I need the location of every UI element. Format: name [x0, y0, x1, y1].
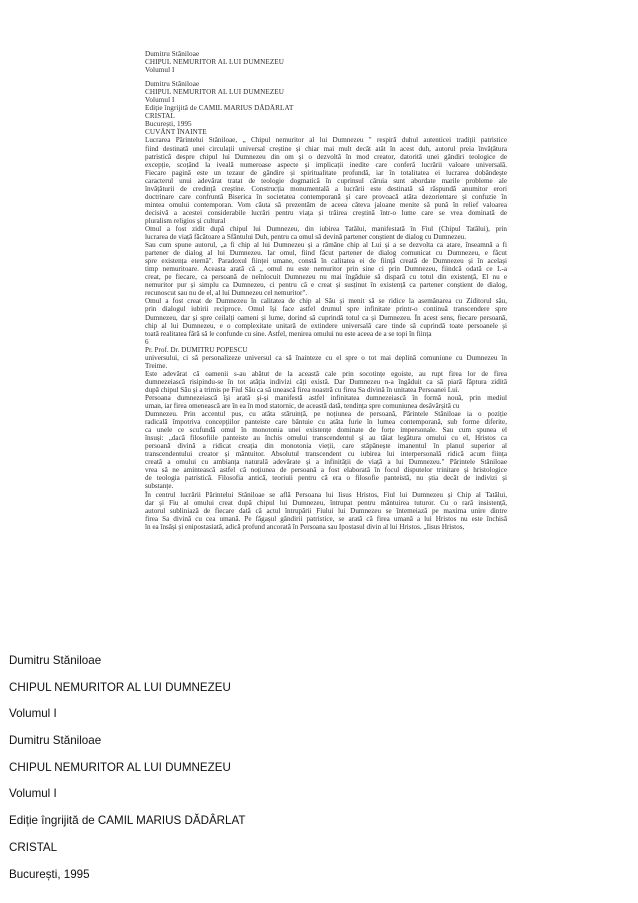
scan-body-line: timp nemuritoare. Aceasta arată că „ omul nu este nemuritor prin sine ci prin Dumnezeu, fiindcă odată ce L-a [145, 265, 507, 274]
scan-header-line: CUVÂNT ÎNAINTE [145, 128, 207, 137]
scan-body-line: după chipul Său și a trimis pe Fiul Său ca să unească firea noastră cu firea Sa divină în unitatea Persoanei Lui. [145, 385, 460, 394]
ocr-text-block [9, 648, 629, 888]
scan-body-line: Omul a fost zidit după chipul lui Dumnezeu, din iubirea Tatălui, manifestată în Fiul (Chipul Tatălui), prin [145, 224, 507, 233]
scan-body-line: partener de dialog al lui Dumnezeu. Iar omul, fiind făcut partener de dialog comunicat cu Dumnezeu, e făcut [145, 249, 507, 258]
scan-page-number: 6 [145, 337, 149, 346]
scan-body-line: dar și Fiu al omului creat după chipul lui Dumnezeu, întrupat pentru mântuirea tuturor. Cu o rară insistență, [145, 498, 507, 507]
scan-body-line: doctrinare care confruntă Biserica în societatea contemporană și care provoacă atâta dezorientare și confuzie în [145, 192, 507, 201]
scan-signature: Pr. Prof. Dr. DUMITRU POPESCU [145, 345, 248, 354]
scan-body-line: universului, ci să personalizeze universul ca să înainteze cu el spre o tot mai deplină comuniune cu Dumnezeu în [145, 353, 507, 362]
scan-header-block-1 [145, 50, 507, 74]
scan-header-line: CHIPUL NEMURITOR AL LUI DUMNEZEU [145, 88, 284, 97]
scan-body-line: toată realitatea fără să le confunde cu sine. Astfel, menirea omului nu este aceea de a se topi în ființa [145, 329, 432, 338]
scan-body-line: creat, pe fiecare, ca persoană de neînlocuit Dumnezeu nu mai îngăduie să dispară cu totul din existență, El nu e [145, 273, 507, 282]
ocr-line: Volumul I [9, 707, 57, 721]
scan-header-line: Dumitru Stăniloae [145, 50, 200, 58]
scan-body-line: patristică despre chipul lui Dumnezeu din om și o dezvoltă în mod creator, datorită unei gândiri teologice de [145, 152, 507, 161]
scan-body-line: caracterul unui adevărat tratat de teologie dogmatică în cuprinsul căruia sunt abordate marile probleme ale [145, 176, 507, 185]
scan-body-line: recunoscut sau nu de el, al lui Dumnezeu cel nemuritor". [145, 289, 308, 298]
scan-header-line: CRISTAL [145, 112, 175, 121]
scan-body-line: firea Sa divină cu cea umană. Pe făgașul gândirii patristice, se arată că firea umană a lui Hristos nu este închisă [145, 514, 507, 523]
scan-body-line: Dumnezeu, dar și spre ceilalți oameni și lume, dorind să cuprindă totul ca și Dumnezeu. În acest sens, fiecare persoană, [145, 313, 507, 322]
scan-body-line: în ea însăși și enipostasiată, adică profund ancorată în Persoana sau Ipostasul divin al lui Hristos. „Iisus Hristos, [145, 522, 465, 531]
scan-body-line: însuși: „dacă filosofiile panteiste au închis omului transcendentul și au tăiat legătura omului cu el, Hristos ca [145, 434, 507, 443]
scan-body-line: excepție, scoțând la iveală numeroase aspecte și implicații inedite care conferă lucrării valoare universală. [145, 160, 507, 169]
scan-body-part-1 [145, 136, 507, 337]
scan-header-line: Ediție îngrijită de CAMIL MARIUS DĂDÂRLAT [145, 104, 294, 113]
ocr-line: București, 1995 [9, 867, 90, 881]
scanned-page-image [145, 50, 507, 640]
scan-body-line: mintea omului contemporan. Vom căuta să prezentăm de aceea câteva jaloane menite să pună în relief valoarea [145, 200, 507, 209]
scan-body-line: fiind destinată unei circulații universal creștine și chiar mai mult decât atât în acest duh, autorul preia învățătura [145, 144, 507, 153]
scan-body-line: Omul a fost creat de Dumnezeu în calitatea de chip al Său și menit să se ridice la asemănarea cu Ziditorul său, [145, 297, 507, 306]
scan-body-line: substanțe. [145, 482, 174, 491]
ocr-line: CHIPUL NEMURITOR AL LUI DUMNEZEU [9, 680, 231, 694]
scan-body-line: dumnezeiască risipindu-se în tot atâția indivizi câți există. Dar Dumnezeu n-a îngăduit ca să piară făptura zidită [145, 377, 507, 386]
scan-body-line: creată a omului cu ambianța naturală adevărate și a infinității de viață a lui Dumnezeu." Părintele Stăniloae [145, 458, 507, 467]
scan-body-line: de teologia patristică. Filosofia antică, teoriuii pentru că era o filosofie panteistă, nu știa decât de indivizi și [145, 474, 507, 483]
ocr-line: Dumitru Stăniloae [9, 654, 102, 667]
ocr-line: CHIPUL NEMURITOR AL LUI DUMNEZEU [9, 760, 231, 774]
scan-body-line: Dumnezeu. Prin accentul pus, cu atâta stăruință, pe noțiunea de persoană, Părintele Stăniloae ia o poziție [145, 410, 507, 419]
scan-body-line: chip al lui Dumnezeu, e o complexitate unitară de extindere universală care tinde să cuprindă toate persoanele și [145, 321, 507, 330]
ocr-line: CRISTAL [9, 840, 58, 854]
scan-body-line: decisivă a acestei considerabile lucrări pentru viața și trăirea creștină într-o lume care se vrea dominată de [145, 208, 507, 217]
scan-body-line: autorul subliniază de fiecare dată că actul întrupării Fiului lui Dumnezeu se întemeiază pe maxima unire dintre [145, 506, 507, 515]
ocr-line: Volumul I [9, 787, 57, 801]
scan-body-line: lucrarea de viață făcătoare a Sfântului Duh, pentru ca omul să devină partener conștient de dialog cu Dumnezeu. [145, 233, 466, 242]
scan-body-line: Persoana dumnezeiască își arată și-și manifestă astfel infinitatea dumnezeiască în formă nouă, prin mediul [145, 393, 507, 402]
scan-body-line: vrea să ne amintească astfel că noțiunea de persoană a fost elaborată în focul disputelor trinitare și hristologice [145, 466, 507, 475]
scan-body-line: pluralism religios și cultural [145, 216, 226, 225]
scan-header-line: Volumul I [145, 66, 175, 75]
scan-body-line: În centrul lucrării Părintelui Stăniloae se află Persoana lui Iisus Hristos, Fiul lui Dumnezeu și Chip al Tatălui, [145, 490, 507, 499]
scan-header-line: Volumul I [145, 96, 175, 105]
scan-header-line: CHIPUL NEMURITOR AL LUI DUMNEZEU [145, 58, 284, 67]
scan-body-line: spre existența eternă". Paradoxul ființei umane, constă în calitatea ei de ființă creată de Dumnezeu și în același [145, 257, 507, 266]
scan-body-line: nemuritor pur și simplu ca Dumnezeu, ci pentru că e creat și susținut în existență ca partener conștient de dialog, [145, 281, 507, 290]
scan-body-line: transcendentului creator și mântuitor. Absolutul transcendent cu iubirea lui interpersonală ridică acum ființa [145, 450, 507, 459]
scan-header-block-2 [145, 80, 507, 136]
scan-body-line: Este adevărat că oamenii s-au abătut de la această cale prin socotințe egoiste, au rupt firea lor de firea [145, 369, 507, 378]
scan-body-part-2 [145, 354, 507, 531]
scan-body-line: Sau cum spune autorul, „a fi chip al lui Dumnezeu și a rămâne chip al Lui și a se dezvolta ca atare, înseamnă a fi [145, 241, 507, 250]
scan-body-line: uman, iar firea omenească are în ea în mod statornic, de această dată, tendința spre comuniunea desăvârșită cu [145, 402, 460, 411]
scan-body-line: Fiecare pagină este un tezaur de gândire și spiritualitate profundă, iar în totalitatea ei lucrarea dobândește [145, 168, 507, 177]
scan-body-line: prin dialogul iubirii reciproce. Omul își face astfel drumul spre infinitate printr-o continuă transcendere spre [145, 305, 507, 314]
scan-body-line: persoană divină a ridicat creația din monotonia vieții, care stăpânește imanentul în planul superior al [145, 442, 507, 451]
scan-header-line: Dumitru Stăniloae [145, 80, 200, 89]
scan-body-line: ca unele ce scufundă omul în monotonia unei existențe dominate de forțe impersonale. Sau cum spunea el [145, 426, 507, 435]
ocr-line: Ediție îngrijită de CAMIL MARIUS DĂDÂRLAT [9, 814, 246, 828]
scan-body-line: radicală împotriva concepțiilor panteiste care bântuie cu atâta furie în lumea contemporană, sub forme diferite, [145, 418, 507, 427]
scan-body-line: Treime. [145, 361, 168, 370]
ocr-line: Dumitru Stăniloae [9, 734, 102, 748]
scan-header-line: București, 1995 [145, 120, 192, 129]
scan-body-line: Lucrarea Părintelui Stăniloae, „ Chipul nemuritor al lui Dumnezeu " respiră duhul autenticei tradiții patristice [145, 136, 507, 145]
scan-body-line: învățăturii de credință creștine. Construcția monumentală a lucrării este destinată să răspundă anumitor erori [145, 184, 507, 193]
